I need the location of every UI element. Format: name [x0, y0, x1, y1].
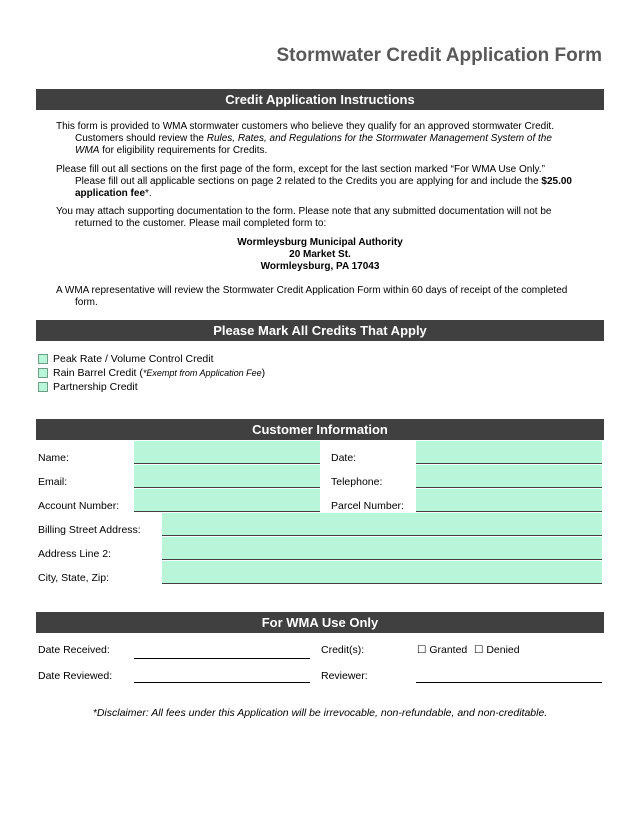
city-state-zip-label: City, State, Zip:: [38, 572, 109, 584]
instructions-line: [56, 145, 604, 157]
telephone-label: Telephone:: [331, 476, 383, 488]
date-received-label: Date Received:: [38, 644, 110, 656]
instructions-text: This form is provided to WMA stormwater customers who believe they qualify for an approved stormwater Credit.: [56, 121, 554, 132]
date-reviewed-label: Date Reviewed:: [38, 670, 113, 682]
checkbox[interactable]: [38, 382, 48, 392]
instructions-line: [56, 176, 604, 188]
reviewer-label: Reviewer:: [321, 670, 368, 682]
date-field[interactable]: [416, 441, 602, 464]
instructions-line: [56, 133, 604, 145]
section-header-instructions: Credit Application Instructions: [36, 89, 604, 110]
credit-label-close: ): [261, 367, 266, 379]
email-field[interactable]: [134, 465, 320, 488]
instructions-paragraph-2: [56, 164, 604, 200]
section-header-credits: Please Mark All Credits That Apply: [36, 320, 604, 341]
name-field[interactable]: [134, 441, 320, 464]
denied-checkbox[interactable]: ☐ Denied: [474, 644, 520, 656]
address-line-2-field[interactable]: [162, 537, 602, 560]
section-header-wma-use: For WMA Use Only: [36, 612, 604, 633]
instructions-text: You may attach supporting documentation to the form. Please note that any submitted documentation will not be: [56, 206, 552, 217]
credit-option-peak-rate[interactable]: [38, 353, 214, 365]
credits-label: Credit(s):: [321, 644, 365, 656]
instructions-line: [56, 188, 604, 200]
instructions-text: A WMA representative will review the Stormwater Credit Application Form within 60 days of receipt of the completed: [56, 285, 568, 296]
disclaimer-text: All fees under this Application will be irrevocable, non-refundable, and non-creditable.: [148, 707, 548, 719]
instructions-text: Please fill out all applicable sections on page 2 related to the Credits you are applying for and include the: [75, 176, 542, 187]
instructions-text: returned to the customer. Please mail completed form to:: [75, 218, 327, 229]
checkbox[interactable]: [38, 368, 48, 378]
credit-option-rain-barrel[interactable]: [38, 367, 265, 379]
name-label: Name:: [38, 452, 69, 464]
billing-address-field[interactable]: [162, 513, 602, 536]
credit-label: Partnership Credit: [53, 381, 138, 393]
granted-checkbox[interactable]: ☐ Granted: [417, 644, 468, 656]
address-line: Wormleysburg, PA 17043: [260, 261, 380, 272]
address-line-2-label: Address Line 2:: [38, 548, 111, 560]
disclaimer-lead: *Disclaimer:: [92, 707, 149, 719]
instructions-text: for eligibility requirements for Credits.: [99, 145, 268, 156]
credit-label: Rain Barrel Credit (: [53, 367, 143, 379]
date-label: Date:: [331, 452, 357, 464]
address-line: 20 Market St.: [289, 249, 351, 260]
date-reviewed-line[interactable]: [134, 681, 310, 683]
telephone-field[interactable]: [416, 465, 602, 488]
wma-reference: WMA: [75, 145, 100, 156]
section-header-customer: Customer Information: [36, 419, 604, 440]
instructions-text: Customers should review the: [75, 133, 207, 144]
account-number-field[interactable]: [134, 489, 320, 512]
credit-label: Peak Rate / Volume Control Credit: [53, 353, 214, 365]
city-state-zip-field[interactable]: [162, 561, 602, 584]
parcel-number-field[interactable]: [416, 489, 602, 512]
instructions-text: *.: [145, 188, 152, 199]
instructions-text: form.: [75, 297, 98, 308]
instructions-paragraph-3: [56, 206, 604, 230]
email-label: Email:: [38, 476, 68, 488]
billing-address-label: Billing Street Address:: [38, 524, 141, 536]
fee-label: application fee: [75, 188, 146, 199]
checkbox[interactable]: [38, 354, 48, 364]
page-title: Stormwater Credit Application Form: [276, 45, 602, 66]
mailing-address: [36, 237, 604, 273]
fee-exempt-note: *Exempt from Application Fee: [142, 368, 262, 378]
fee-amount: $25.00: [541, 176, 572, 187]
reviewer-line[interactable]: [416, 681, 602, 683]
parcel-number-label: Parcel Number:: [331, 500, 404, 512]
instructions-paragraph-4: [56, 285, 604, 309]
account-number-label: Account Number:: [38, 500, 120, 512]
disclaimer: [36, 707, 604, 719]
rules-reference: Rules, Rates, and Regulations for the Stormwater Management System of the: [206, 133, 552, 144]
credit-option-partnership[interactable]: [38, 381, 138, 393]
address-line: Wormleysburg Municipal Authority: [237, 237, 403, 248]
date-received-line[interactable]: [134, 657, 310, 659]
instructions-paragraph-1: [56, 121, 604, 157]
instructions-text: Please fill out all sections on the first page of the form, except for the last section marked “For WMA Use Only.”: [56, 164, 545, 175]
